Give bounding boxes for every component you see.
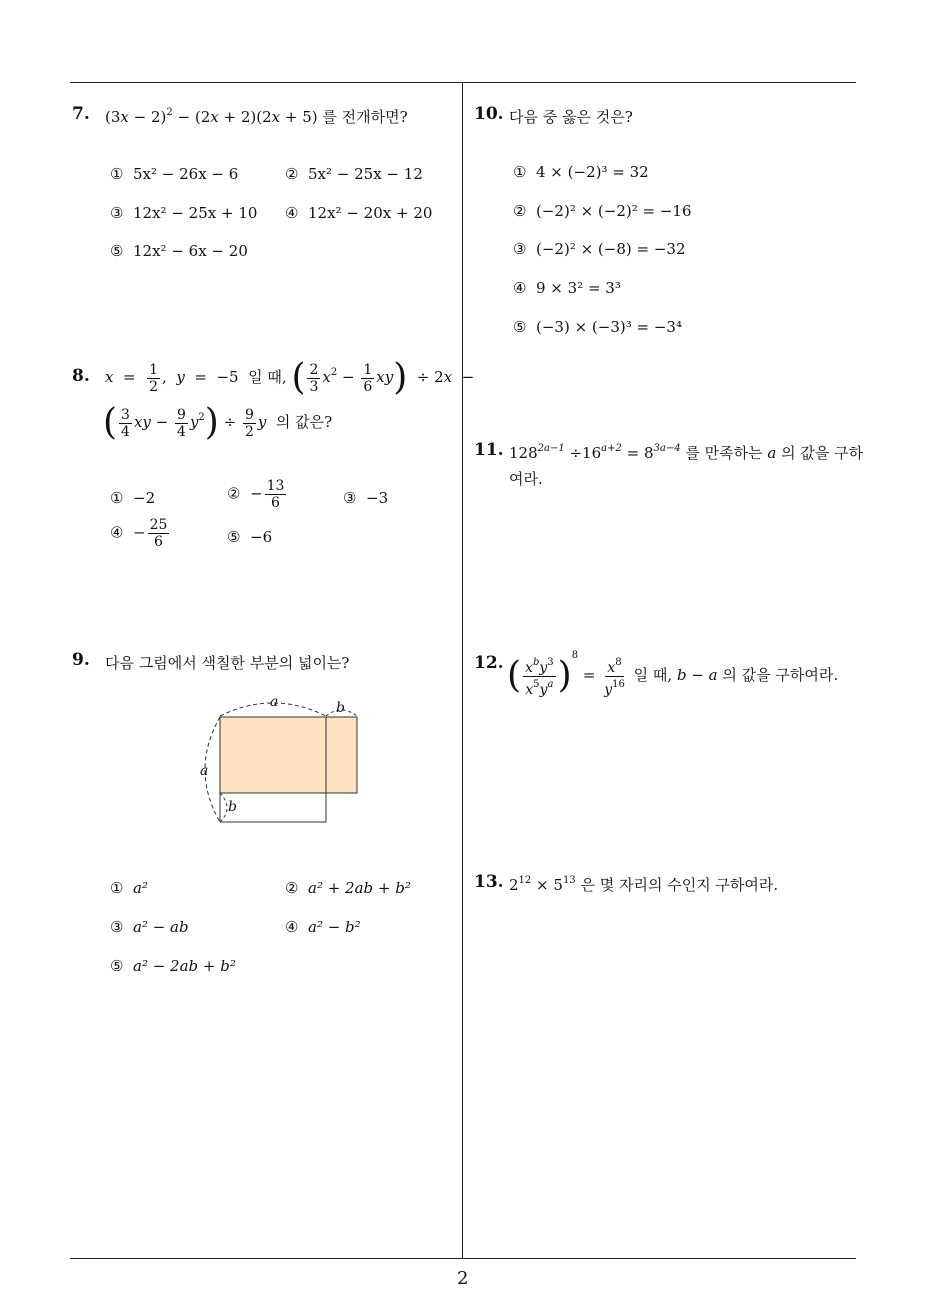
option-text: −6	[250, 528, 273, 546]
q9-prompt: 다음 그림에서 색칠한 부분의 넓이는?	[105, 654, 350, 672]
option-text: −3	[366, 489, 389, 507]
q13-end: 은 몇 자리의 수인지 구하여라.	[580, 876, 779, 894]
option-text: 5x² − 26x − 6	[133, 165, 239, 183]
option-denominator: 6	[154, 534, 163, 550]
option-mark: ②	[285, 879, 299, 897]
option-text: a² − b²	[308, 918, 361, 936]
q10-option-2[interactable]	[513, 202, 692, 220]
q10-option-3[interactable]	[513, 240, 686, 258]
option-mark: ⑤	[110, 242, 124, 260]
option-mark: ④	[285, 918, 299, 936]
option-mark: ①	[110, 879, 124, 897]
option-denominator: 6	[271, 495, 280, 511]
option-mark: ④	[285, 204, 299, 222]
q12-expression: ( $\frac{x^by^3}{x^5y^a}$ )$^8$ = $\frac{x^8}{y^{16}}$ 일 때, b − a 의 값을 구하여라.	[507, 650, 839, 698]
q10-prompt: 다음 중 옳은 것은?	[509, 108, 633, 126]
q7-number: 7.	[72, 104, 90, 124]
label-a-left: a	[200, 763, 209, 779]
q11-suffix: 를 만족하는	[685, 444, 763, 462]
q9-option-4[interactable]	[285, 918, 361, 936]
q8-option-3[interactable]	[343, 489, 388, 507]
q7-option-5[interactable]	[110, 242, 248, 260]
q8-option-4[interactable]: ④ − $\frac{25}{6}$	[110, 517, 168, 550]
option-mark: ①	[110, 165, 124, 183]
option-text: (−3) × (−3)³ = −3⁴	[536, 318, 682, 336]
q12-end: 의 값을 구하여라.	[722, 666, 839, 684]
option-mark: ③	[513, 240, 527, 258]
option-mark: ①	[110, 489, 124, 507]
q11-end: 의 값을 구하	[781, 444, 864, 462]
option-text: (−2)² × (−2)² = −16	[536, 202, 692, 220]
option-mark: ②	[227, 484, 241, 503]
option-mark: ⑤	[110, 957, 124, 975]
q7-option-1[interactable]	[110, 165, 238, 183]
option-text: a² − ab	[133, 918, 189, 936]
q8-value: 의 값은?	[275, 413, 333, 431]
q13-line: $2^{12} \times 5^{13}$ 은 몇 자리의 수인지 구하여라.	[509, 875, 779, 894]
label-b-top: b	[336, 700, 345, 716]
q9-option-1[interactable]	[110, 879, 148, 897]
q12-number: 12.	[474, 653, 504, 673]
q8-number: 8.	[72, 366, 90, 386]
q9-option-3[interactable]	[110, 918, 189, 936]
q9-number: 9.	[72, 650, 90, 670]
q7-option-4[interactable]	[285, 204, 432, 222]
option-mark: ⑤	[227, 528, 241, 546]
bottom-rule	[70, 1258, 856, 1259]
q8-when: 일 때,	[248, 368, 287, 386]
label-a-top: a	[270, 694, 279, 710]
q9-figure	[190, 690, 370, 830]
option-text: a² − 2ab + b²	[133, 957, 236, 975]
q9-option-2[interactable]	[285, 879, 411, 897]
option-text: 9 × 3² = 3³	[536, 279, 621, 297]
option-numerator: 25	[149, 517, 168, 533]
option-mark: ④	[110, 523, 124, 542]
option-text: a²	[133, 879, 148, 897]
option-text: (−2)² × (−8) = −32	[536, 240, 686, 258]
option-mark: ②	[513, 202, 527, 220]
q9-option-5[interactable]	[110, 957, 236, 975]
q11-line1: $128^{2a-1} \div 16^{a+2} = 8^{3a-4}$ 를 만족하는 a 의 값을 구하	[509, 443, 864, 462]
q10-number: 10.	[474, 104, 504, 124]
q10-option-5[interactable]	[513, 318, 682, 336]
q8-line1: x = $\frac{1}{2}$ , y = −5 일 때, ( $\frac{2}{3}$ $x^2$ − $\frac{1}{6}$ xy) ÷ 2x −	[105, 357, 475, 398]
option-mark: ④	[513, 279, 527, 297]
option-text: −2	[133, 489, 156, 507]
q11-line2: 여라.	[509, 470, 543, 488]
option-text: 12x² − 20x + 20	[308, 204, 433, 222]
q8-option-1[interactable]	[110, 489, 155, 507]
option-mark: ⑤	[513, 318, 527, 336]
shaded-region	[220, 717, 357, 793]
q13-number: 13.	[474, 872, 504, 892]
option-text: 12x² − 6x − 20	[133, 242, 248, 260]
q10-option-4[interactable]	[513, 279, 621, 297]
q7-option-3[interactable]	[110, 204, 257, 222]
option-numerator: 13	[266, 478, 285, 494]
q7-prompt: $(3x - 2)^2 - (2x + 2)(2x + 5)$ 를 전개하면?	[105, 107, 408, 126]
brace-b-inner	[220, 793, 227, 822]
option-mark: ①	[513, 163, 527, 181]
option-mark: ③	[110, 204, 124, 222]
page-number: 2	[457, 1268, 469, 1289]
q8-line2: ( $\frac{3}{4}$ xy − $\frac{9}{4}$ $y^2$) ÷ $\frac{9}{2}$ y 의 값은?	[103, 402, 333, 443]
label-b-inner: b	[228, 799, 237, 815]
option-mark: ③	[343, 489, 357, 507]
q8-option-5[interactable]	[227, 528, 272, 546]
option-mark: ②	[285, 165, 299, 183]
option-text: 4 × (−2)³ = 32	[536, 163, 649, 181]
q12-when: 일 때,	[633, 666, 673, 684]
option-text: a² + 2ab + b²	[308, 879, 411, 897]
option-text: 5x² − 25x − 12	[308, 165, 423, 183]
q12-expr: b − a	[676, 666, 718, 684]
q11-variable: a	[767, 444, 777, 462]
q8-option-2[interactable]: ② − $\frac{13}{6}$	[227, 478, 285, 511]
top-rule	[70, 82, 856, 83]
q10-option-1[interactable]	[513, 163, 649, 181]
q7-option-2[interactable]	[285, 165, 423, 183]
q7-prompt-suffix: 를 전개하면?	[322, 108, 408, 126]
q11-number: 11.	[474, 440, 504, 460]
option-mark: ③	[110, 918, 124, 936]
option-text: 12x² − 25x + 10	[133, 204, 258, 222]
column-divider	[462, 82, 463, 1259]
